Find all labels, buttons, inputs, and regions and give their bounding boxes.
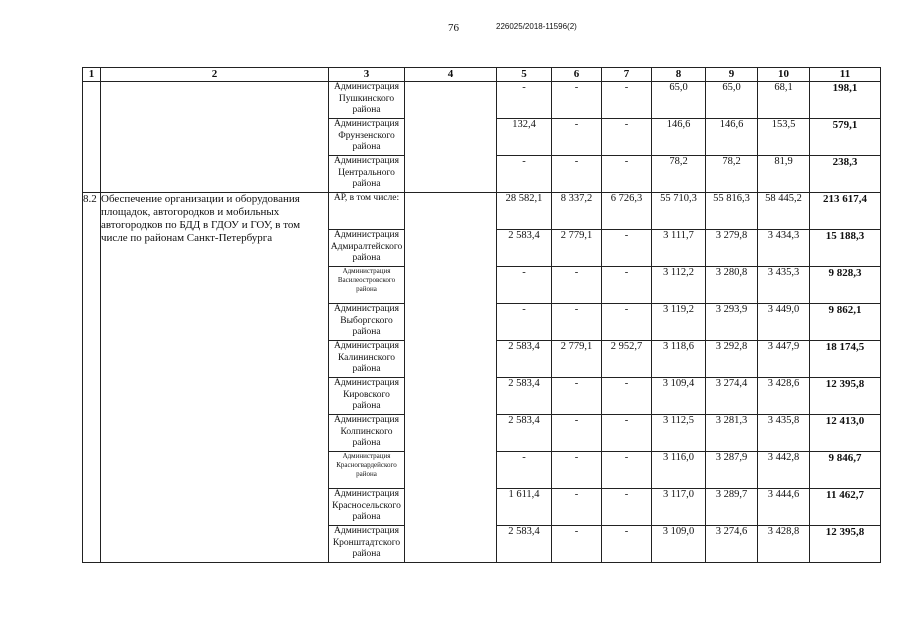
value-c11: 238,3 <box>810 156 881 193</box>
value-c9: 3 280,8 <box>706 267 758 304</box>
value-c7: - <box>602 415 652 452</box>
value-c9: 3 274,6 <box>706 526 758 563</box>
value-c5: - <box>497 267 552 304</box>
value-c5: - <box>497 304 552 341</box>
administration-name: Администрация Фрунзенского района <box>329 119 405 156</box>
value-c11: 12 395,8 <box>810 378 881 415</box>
administration-name: Администрация Центрального района <box>329 156 405 193</box>
item-code: 8.2 <box>83 193 101 563</box>
value-c7: - <box>602 267 652 304</box>
value-c5: 2 583,4 <box>497 415 552 452</box>
value-c6: 2 779,1 <box>552 230 602 267</box>
value-c11: 12 413,0 <box>810 415 881 452</box>
value-c8: 78,2 <box>652 156 706 193</box>
header-col-1: 1 <box>83 68 101 82</box>
value-c5: - <box>497 452 552 489</box>
value-c9: 78,2 <box>706 156 758 193</box>
administration-name: АР, в том числе: <box>329 193 405 230</box>
value-c9: 3 289,7 <box>706 489 758 526</box>
value-c8: 65,0 <box>652 82 706 119</box>
col-4-empty <box>405 82 497 193</box>
header-row <box>83 68 881 82</box>
administration-name: Администрация Красносельского района <box>329 489 405 526</box>
header-col-11: 11 <box>810 68 881 82</box>
value-c10: 68,1 <box>758 82 810 119</box>
value-c11: 9 828,3 <box>810 267 881 304</box>
value-c8: 3 109,0 <box>652 526 706 563</box>
administration-name: Администрация Кронштадтского района <box>329 526 405 563</box>
value-c6: 8 337,2 <box>552 193 602 230</box>
value-c6: - <box>552 119 602 156</box>
value-c9: 65,0 <box>706 82 758 119</box>
value-c10: 3 434,3 <box>758 230 810 267</box>
header-col-10: 10 <box>758 68 810 82</box>
value-c7: - <box>602 526 652 563</box>
value-c6: - <box>552 82 602 119</box>
value-c10: 3 435,8 <box>758 415 810 452</box>
value-c7: - <box>602 304 652 341</box>
value-c7: - <box>602 82 652 119</box>
value-c10: 3 449,0 <box>758 304 810 341</box>
value-c11: 579,1 <box>810 119 881 156</box>
administration-name: Администрация Калининского района <box>329 341 405 378</box>
value-c10: 3 435,3 <box>758 267 810 304</box>
value-c5: 2 583,4 <box>497 526 552 563</box>
budget-table <box>82 67 881 563</box>
value-c10: 58 445,2 <box>758 193 810 230</box>
administration-name: Администрация Кировского района <box>329 378 405 415</box>
administration-name: Администрация Адмиралтейского района <box>329 230 405 267</box>
value-c11: 9 846,7 <box>810 452 881 489</box>
value-c7: - <box>602 378 652 415</box>
value-c7: - <box>602 489 652 526</box>
value-c10: 81,9 <box>758 156 810 193</box>
col-4-empty <box>405 193 497 563</box>
table-row <box>83 193 881 230</box>
value-c6: 2 779,1 <box>552 341 602 378</box>
value-c7: - <box>602 452 652 489</box>
value-c11: 9 862,1 <box>810 304 881 341</box>
value-c11: 15 188,3 <box>810 230 881 267</box>
value-c9: 3 287,9 <box>706 452 758 489</box>
item-description <box>101 82 329 193</box>
value-c8: 3 111,7 <box>652 230 706 267</box>
item-description: Обеспечение организации и оборудования площадок, автогородков и мобильных автогородков по БДД в ГДОУ и ГОУ, в том числе по районам Санкт-Петербурга <box>101 193 329 563</box>
value-c7: 2 952,7 <box>602 341 652 378</box>
value-c8: 3 109,4 <box>652 378 706 415</box>
value-c7: - <box>602 119 652 156</box>
value-c6: - <box>552 452 602 489</box>
header-col-6: 6 <box>552 68 602 82</box>
header-col-9: 9 <box>706 68 758 82</box>
value-c11: 213 617,4 <box>810 193 881 230</box>
value-c6: - <box>552 304 602 341</box>
value-c10: 3 444,6 <box>758 489 810 526</box>
value-c9: 55 816,3 <box>706 193 758 230</box>
value-c9: 3 293,9 <box>706 304 758 341</box>
value-c5: - <box>497 82 552 119</box>
value-c10: 153,5 <box>758 119 810 156</box>
value-c8: 3 118,6 <box>652 341 706 378</box>
value-c8: 3 117,0 <box>652 489 706 526</box>
value-c6: - <box>552 489 602 526</box>
value-c8: 3 116,0 <box>652 452 706 489</box>
value-c9: 3 274,4 <box>706 378 758 415</box>
value-c5: 28 582,1 <box>497 193 552 230</box>
value-c9: 3 292,8 <box>706 341 758 378</box>
header-col-3: 3 <box>329 68 405 82</box>
value-c11: 18 174,5 <box>810 341 881 378</box>
administration-name: Администрация Выборгского района <box>329 304 405 341</box>
value-c8: 3 112,5 <box>652 415 706 452</box>
value-c8: 3 112,2 <box>652 267 706 304</box>
administration-name: Администрация Красногвардейского района <box>329 452 405 489</box>
value-c10: 3 447,9 <box>758 341 810 378</box>
value-c6: - <box>552 415 602 452</box>
header-col-8: 8 <box>652 68 706 82</box>
document-id: 226025/2018-11596(2) <box>496 22 577 31</box>
table-row <box>83 82 881 119</box>
administration-name: Администрация Колпинского района <box>329 415 405 452</box>
header-col-7: 7 <box>602 68 652 82</box>
value-c10: 3 428,8 <box>758 526 810 563</box>
value-c8: 3 119,2 <box>652 304 706 341</box>
value-c11: 198,1 <box>810 82 881 119</box>
value-c8: 55 710,3 <box>652 193 706 230</box>
value-c5: - <box>497 156 552 193</box>
value-c11: 12 395,8 <box>810 526 881 563</box>
value-c10: 3 442,8 <box>758 452 810 489</box>
value-c8: 146,6 <box>652 119 706 156</box>
administration-name: Администрация Василеостровского района <box>329 267 405 304</box>
value-c5: 2 583,4 <box>497 230 552 267</box>
item-code <box>83 82 101 193</box>
value-c6: - <box>552 156 602 193</box>
value-c10: 3 428,6 <box>758 378 810 415</box>
header-col-2: 2 <box>101 68 329 82</box>
value-c9: 3 281,3 <box>706 415 758 452</box>
value-c7: - <box>602 156 652 193</box>
value-c9: 146,6 <box>706 119 758 156</box>
header-col-4: 4 <box>405 68 497 82</box>
header-col-5: 5 <box>497 68 552 82</box>
value-c5: 1 611,4 <box>497 489 552 526</box>
page-number: 76 <box>448 22 459 34</box>
value-c5: 2 583,4 <box>497 341 552 378</box>
administration-name: Администрация Пушкинского района <box>329 82 405 119</box>
value-c7: - <box>602 230 652 267</box>
value-c7: 6 726,3 <box>602 193 652 230</box>
value-c11: 11 462,7 <box>810 489 881 526</box>
value-c6: - <box>552 267 602 304</box>
value-c6: - <box>552 378 602 415</box>
value-c6: - <box>552 526 602 563</box>
value-c9: 3 279,8 <box>706 230 758 267</box>
value-c5: 132,4 <box>497 119 552 156</box>
value-c5: 2 583,4 <box>497 378 552 415</box>
